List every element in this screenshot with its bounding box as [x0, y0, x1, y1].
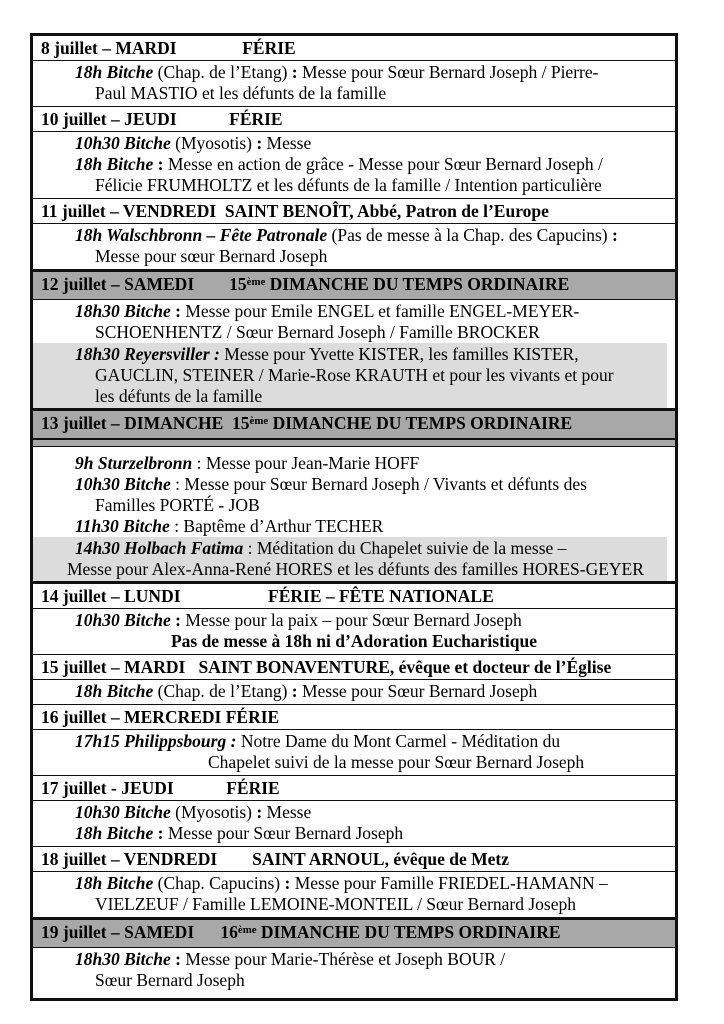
schedule-line: [33, 474, 675, 495]
mass-text: (Myosotis): [170, 133, 252, 153]
day-header-text: 18 juillet – VENDREDI SAINT ARNOUL, évêque de Metz: [41, 849, 509, 869]
day-schedule-15-juillet: [33, 679, 675, 704]
schedule-line: [33, 802, 675, 823]
day-header-text: 14 juillet – LUNDI FÉRIE – FÊTE NATIONALE: [41, 586, 494, 606]
mass-time-place: 17h15 Philippsbourg :: [75, 731, 241, 751]
mass-entry: [33, 802, 675, 844]
mass-text: (Chap. Capucins): [153, 873, 281, 893]
schedule-line: [33, 873, 675, 894]
day-header-12-juillet: [33, 269, 675, 299]
mass-text: Chapelet suivi de la messe pour Sœur Bernard Joseph: [208, 752, 585, 772]
day-header-text: 19 juillet – SAMEDI 16: [41, 922, 238, 942]
schedule-line: [33, 301, 675, 322]
shaded-spacer: [33, 438, 675, 446]
mass-text: :: [287, 62, 302, 82]
day-header-15-juillet: [33, 654, 675, 679]
day-header-text: 10 juillet – JEUDI FÉRIE: [41, 109, 283, 129]
mass-text: :: [153, 823, 168, 843]
mass-time-place: 10h30 Bitche: [75, 610, 171, 630]
day-header-text: 15 juillet – MARDI SAINT BONAVENTURE, évêque et docteur de l’Église: [41, 657, 612, 677]
schedule-line: [33, 970, 675, 991]
mass-entry: [33, 537, 667, 581]
day-schedule-13-juillet: [33, 446, 675, 581]
schedule-line: [33, 631, 675, 652]
schedule-line: [33, 175, 675, 196]
mass-text: Paul MASTIO et les défunts de la famille: [95, 83, 387, 103]
mass-entry: [33, 133, 675, 196]
mass-text: Messe pour Famille FRIEDEL-HAMANN –: [294, 873, 608, 893]
mass-text: Sœur Bernard Joseph: [95, 970, 245, 990]
mass-text: Messe pour Sœur Bernard Joseph: [167, 823, 404, 843]
mass-text: :: [170, 949, 186, 969]
mass-text: Félicie FRUMHOLTZ et les défunts de la famille / Intention particulière: [95, 175, 602, 195]
mass-text: Messe: [266, 133, 312, 153]
mass-time-place: 18h Bitche: [75, 154, 154, 174]
mass-text: GAUCLIN, STEINER / Marie-Rose KRAUTH et pour les vivants et pour: [95, 365, 614, 385]
mass-text: : Messe pour Jean-Marie HOFF: [192, 453, 420, 473]
day-schedule-10-juillet: [33, 131, 675, 198]
mass-text: :: [607, 225, 618, 245]
mass-text: (Pas de messe à la Chap. des Capucins): [327, 225, 608, 245]
mass-entry: [33, 62, 675, 104]
mass-entry: [33, 681, 675, 702]
mass-text: VIELZEUF / Famille LEMOINE-MONTEIL / Sœur Bernard Joseph: [95, 894, 577, 914]
schedule-line: [33, 246, 675, 267]
day-header-text: 8 juillet – MARDI FÉRIE: [41, 38, 296, 58]
day-header-text: 16 juillet – MERCREDI FÉRIE: [41, 707, 280, 727]
mass-time-place: 14h30 Holbach Fatima: [75, 538, 244, 558]
mass-text: Messe pour sœur Bernard Joseph: [95, 246, 328, 266]
schedule-line: [33, 894, 675, 915]
schedule-line: [33, 322, 675, 343]
schedule-line: [33, 133, 675, 154]
schedule-line: [33, 559, 667, 580]
mass-text: Familles PORTÉ - JOB: [95, 495, 260, 515]
mass-time-place: 10h30 Bitche: [75, 474, 171, 494]
mass-text: : Messe pour Sœur Bernard Joseph / Vivants et défunts des: [170, 474, 587, 494]
day-schedule-18-juillet: [33, 871, 675, 917]
day-header-16-juillet: [33, 704, 675, 729]
mass-text: :: [170, 610, 186, 630]
mass-time-place: 18h Bitche: [75, 873, 154, 893]
schedule-table: [30, 33, 678, 1001]
day-schedule-19-juillet: [33, 947, 675, 998]
schedule-line: [33, 823, 675, 844]
mass-text: : Méditation du Chapelet suivie de la messe –: [243, 538, 567, 558]
schedule-line: [33, 83, 675, 104]
mass-time-place: 18h Walschbronn – Fête Patronale: [75, 225, 328, 245]
day-header-text: 11 juillet – VENDREDI SAINT BENOÎT, Abbé, Patron de l’Europe: [41, 201, 549, 221]
mass-time-place: 9h Sturzelbronn: [75, 453, 193, 473]
mass-text: Messe pour Sœur Bernard Joseph / Pierre-: [301, 62, 599, 82]
schedule-line: [33, 386, 667, 407]
mass-time-place: 18h Bitche: [75, 681, 154, 701]
mass-text: Messe pour la paix – pour Sœur Bernard Joseph: [185, 610, 522, 630]
ordinal-suffix: ème: [246, 276, 266, 289]
mass-entry: [33, 731, 675, 773]
day-header-10-juillet: [33, 106, 675, 131]
mass-text: (Chap. de l’Etang): [153, 681, 288, 701]
mass-text: :: [251, 802, 267, 822]
day-header-8-juillet: [33, 36, 675, 60]
mass-entry: [33, 453, 675, 537]
day-header-18-juillet: [33, 846, 675, 871]
mass-text: :: [153, 154, 168, 174]
mass-entry: [33, 873, 675, 915]
day-header-text: DIMANCHE DU TEMPS ORDINAIRE: [256, 922, 561, 942]
day-header-11-juillet: [33, 198, 675, 223]
day-header-text: DIMANCHE DU TEMPS ORDINAIRE: [265, 274, 570, 294]
schedule-line: [33, 516, 675, 537]
mass-text: Notre Dame du Mont Carmel - Méditation du: [240, 731, 561, 751]
day-header-17-juillet: [33, 775, 675, 800]
mass-time-place: 18h Bitche: [75, 823, 154, 843]
mass-entry: [33, 343, 667, 408]
schedule-line: [33, 538, 667, 559]
day-header-13-juillet: [33, 408, 675, 438]
mass-time-place: 10h30 Bitche: [75, 133, 171, 153]
day-schedule-8-juillet: [33, 60, 675, 106]
day-schedule-17-juillet: [33, 800, 675, 846]
mass-text: :: [287, 681, 302, 701]
day-schedule-12-juillet: [33, 299, 675, 408]
mass-text: Messe pour Yvette KISTER, les familles KISTER,: [224, 344, 579, 364]
mass-text: :: [251, 133, 267, 153]
mass-text: Messe pour Sœur Bernard Joseph: [301, 681, 538, 701]
mass-text: Messe: [266, 802, 312, 822]
mass-entry: [33, 301, 675, 343]
mass-time-place: 18h Bitche: [75, 62, 154, 82]
mass-text: Messe pour Marie-Thérèse et Joseph BOUR /: [185, 949, 506, 969]
schedule-line: [33, 365, 667, 386]
day-header-text: 17 juillet - JEUDI FÉRIE: [41, 778, 280, 798]
day-header-14-juillet: [33, 581, 675, 608]
schedule-line: [33, 344, 667, 365]
schedule-line: [33, 495, 675, 516]
mass-entry: [33, 610, 675, 652]
schedule-line: [33, 154, 675, 175]
mass-text: SCHOENHENTZ / Sœur Bernard Joseph / Famille BROCKER: [95, 322, 540, 342]
ordinal-suffix: ème: [237, 924, 257, 937]
mass-text: : Baptême d’Arthur TECHER: [169, 516, 384, 536]
mass-text: Messe pour Emile ENGEL et famille ENGEL-MEYER-: [185, 301, 580, 321]
schedule-line: [33, 453, 675, 474]
schedule-line: [33, 681, 675, 702]
day-header-text: DIMANCHE DU TEMPS ORDINAIRE: [268, 413, 573, 433]
schedule-line: [33, 731, 675, 752]
mass-time-place: 18h30 Bitche: [75, 301, 171, 321]
mass-text: Pas de messe à 18h ni d’Adoration Eucharistique: [170, 631, 538, 651]
mass-text: :: [170, 301, 186, 321]
mass-text: les défunts de la famille: [95, 386, 263, 406]
mass-text: (Chap. de l’Etang): [153, 62, 288, 82]
schedule-line: [33, 225, 675, 246]
day-schedule-11-juillet: [33, 223, 675, 269]
day-header-text: 13 juillet – DIMANCHE 15: [41, 413, 250, 433]
mass-time-place: 18h30 Reyersviller :: [75, 344, 225, 364]
day-header-text: 12 juillet – SAMEDI 15: [41, 274, 247, 294]
mass-entry: [33, 225, 675, 267]
ordinal-suffix: ème: [249, 415, 269, 428]
schedule-line: [33, 62, 675, 83]
mass-entry: [33, 949, 675, 991]
day-schedule-16-juillet: [33, 729, 675, 775]
day-schedule-14-juillet: [33, 608, 675, 654]
schedule-line: [33, 949, 675, 970]
schedule-line: [33, 752, 675, 773]
mass-time-place: 18h30 Bitche: [75, 949, 171, 969]
mass-text: :: [280, 873, 295, 893]
mass-time-place: 11h30 Bitche: [75, 516, 170, 536]
mass-text: Messe en action de grâce - Messe pour Sœur Bernard Joseph /: [167, 154, 603, 174]
day-header-19-juillet: [33, 917, 675, 947]
mass-time-place: 10h30 Bitche: [75, 802, 171, 822]
mass-text: Messe pour Alex-Anna-René HORES et les défunts des familles HORES-GEYER: [67, 559, 644, 579]
mass-text: (Myosotis): [170, 802, 252, 822]
schedule-line: [33, 610, 675, 631]
